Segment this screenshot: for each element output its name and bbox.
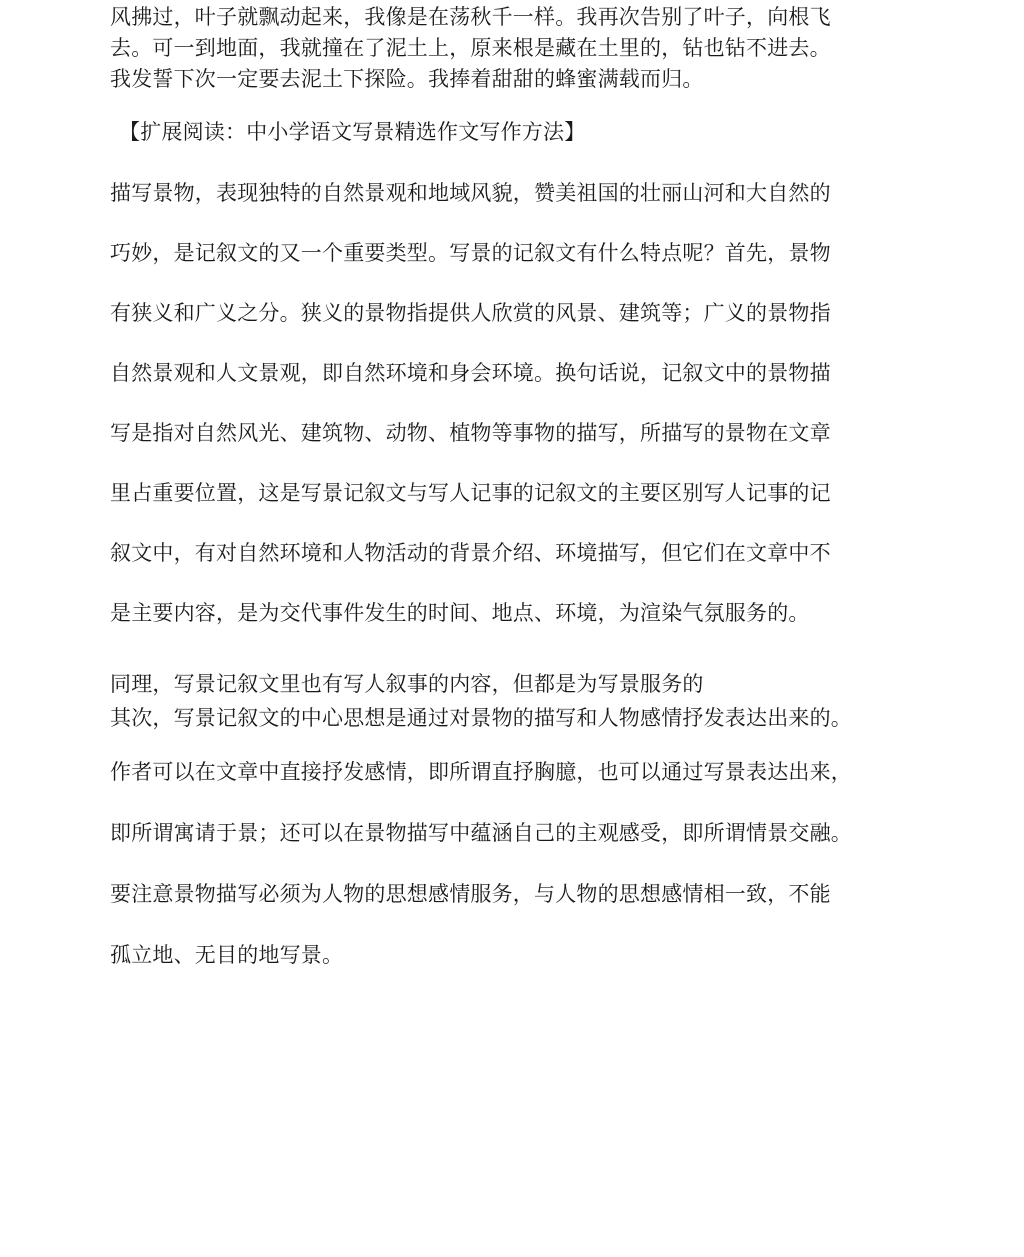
paragraph2-line-6: 孤立地、无目的地写景。 bbox=[110, 943, 344, 967]
intro-line-1: 风拂过，叶子就飘动起来，我像是在荡秋千一样。我再次告别了叶子，向根飞 bbox=[110, 5, 831, 29]
paragraph1-line-8: 是主要内容，是为交代事件发生的时间、地点、环境，为渲染气氛服务的。 bbox=[110, 601, 810, 625]
section-heading: 【扩展阅读：中小学语文写景精选作文写作方法】 bbox=[119, 120, 586, 144]
paragraph1-line-6: 里占重要位置，这是写景记叙文与写人记事的记叙文的主要区别写人记事的记 bbox=[110, 481, 831, 505]
paragraph1-line-5: 写是指对自然风光、建筑物、动物、植物等事物的描写，所描写的景物在文章 bbox=[110, 421, 831, 445]
paragraph1-line-4: 自然景观和人文景观，即自然环境和身会环境。换句话说，记叙文中的景物描 bbox=[110, 361, 831, 385]
intro-line-2: 去。可一到地面，我就撞在了泥土上，原来根是藏在土里的，钻也钻不进去。 bbox=[110, 36, 831, 60]
paragraph2-line-2: 其次，写景记叙文的中心思想是通过对景物的描写和人物感情抒发表达出来的。 bbox=[110, 706, 852, 730]
paragraph2-line-4: 即所谓寓请于景；还可以在景物描写中蕴涵自己的主观感受，即所谓情景交融。 bbox=[110, 821, 852, 845]
paragraph1-line-1: 描写景物，表现独特的自然景观和地域风貌，赞美祖国的壮丽山河和大自然的 bbox=[110, 181, 831, 205]
paragraph1-line-7: 叙文中，有对自然环境和人物活动的背景介绍、环境描写，但它们在文章中不 bbox=[110, 541, 831, 565]
paragraph1-line-2: 巧妙，是记叙文的又一个重要类型。写景的记叙文有什么特点呢？首先，景物 bbox=[110, 241, 831, 265]
paragraph2-line-3: 作者可以在文章中直接抒发感情，即所谓直抒胸臆，也可以通过写景表达出来， bbox=[110, 760, 852, 784]
paragraph1-line-3: 有狭义和广义之分。狭义的景物指提供人欣赏的风景、建筑等；广义的景物指 bbox=[110, 301, 831, 325]
paragraph2-line-5: 要注意景物描写必须为人物的思想感情服务，与人物的思想感情相一致，不能 bbox=[110, 882, 831, 906]
paragraph2-line-1: 同理，写景记叙文里也有写人叙事的内容，但都是为写景服务的 bbox=[110, 672, 704, 696]
intro-line-3: 我发誓下次一定要去泥土下探险。我捧着甜甜的蜂蜜满载而归。 bbox=[110, 67, 704, 91]
